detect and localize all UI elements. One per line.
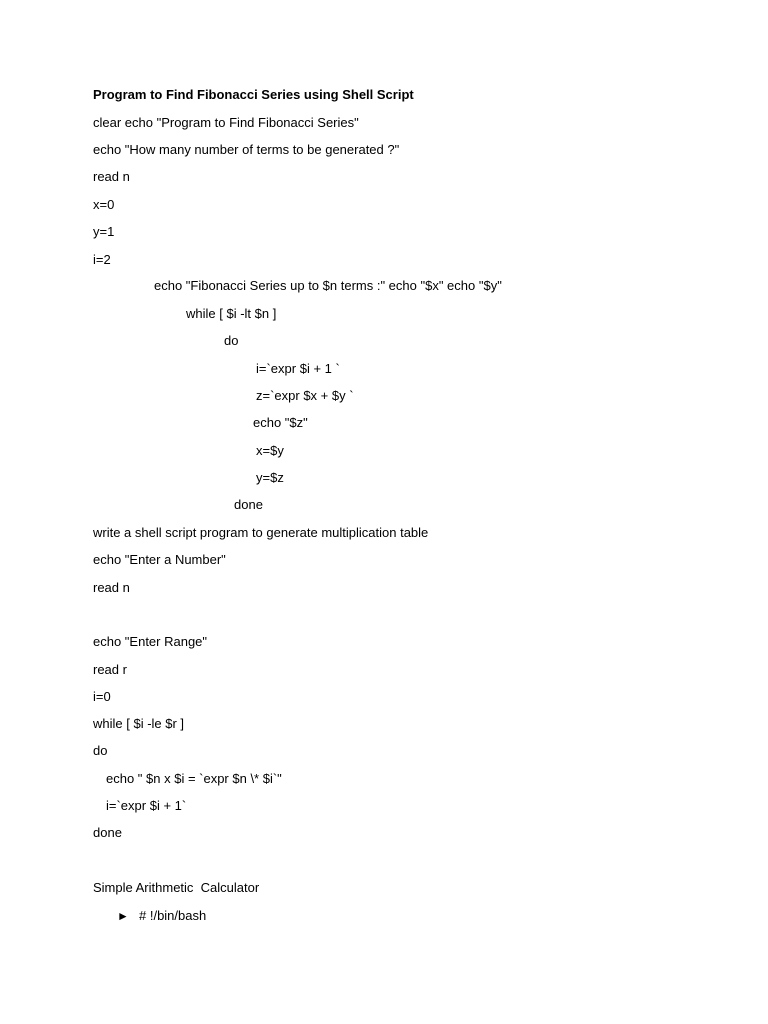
code-line: done — [234, 497, 263, 512]
code-line: while [ $i -lt $n ] — [186, 306, 277, 321]
code-line: echo "How many number of terms to be generated ?" — [93, 142, 400, 157]
code-line: i=2 — [93, 252, 111, 267]
code-line: echo "Enter Range" — [93, 634, 208, 649]
code-line: do — [224, 333, 239, 348]
code-line: y=$z — [256, 470, 284, 485]
code-line: x=$y — [256, 443, 284, 458]
code-line: read n — [93, 580, 130, 595]
code-line: read r — [93, 662, 127, 677]
section-heading: Simple Arithmetic Calculator — [93, 880, 260, 895]
code-line: i=0 — [93, 689, 111, 704]
bullet-item: # !/bin/bash — [139, 908, 207, 923]
code-line: x=0 — [93, 197, 115, 212]
code-line: do — [93, 743, 108, 758]
code-line: i=`expr $i + 1` — [106, 798, 187, 813]
code-line: clear echo "Program to Find Fibonacci Series" — [93, 115, 359, 130]
code-line: echo "$z" — [253, 415, 308, 430]
section-heading: write a shell script program to generate multiplication table — [93, 525, 429, 540]
code-line: i=`expr $i + 1 ` — [256, 361, 340, 376]
bullet-arrow-icon: ► — [117, 909, 129, 923]
code-line: echo "Enter a Number" — [93, 552, 226, 567]
document-title: Program to Find Fibonacci Series using Shell Script — [93, 87, 414, 102]
code-line: while [ $i -le $r ] — [93, 716, 185, 731]
code-line: echo " $n x $i = `expr $n \* $i`" — [106, 771, 282, 786]
code-line: done — [93, 825, 122, 840]
code-line: y=1 — [93, 224, 115, 239]
code-line: z=`expr $x + $y ` — [256, 388, 354, 403]
code-line: read n — [93, 169, 130, 184]
code-line: echo "Fibonacci Series up to $n terms :" echo "$x" echo "$y" — [154, 278, 502, 293]
